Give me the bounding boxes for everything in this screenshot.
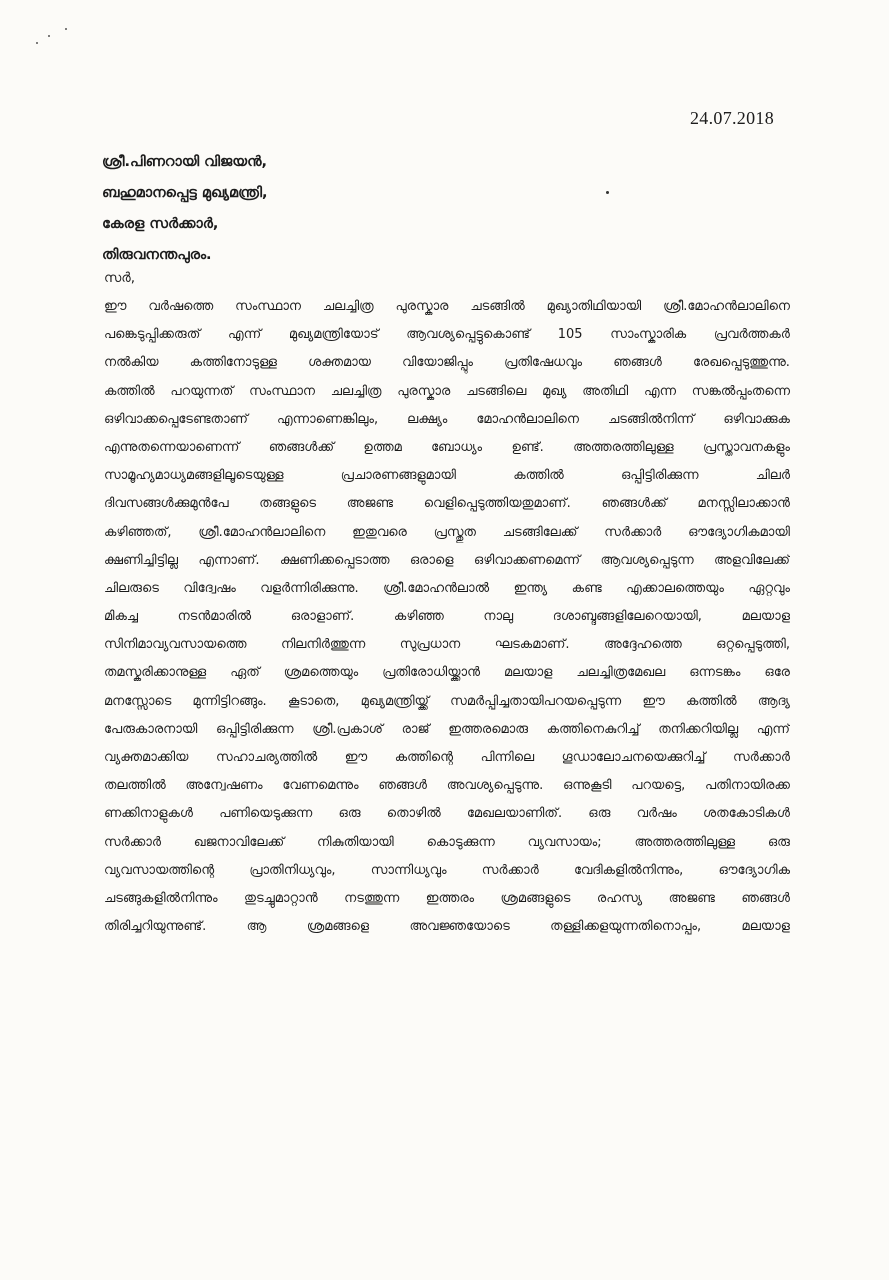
body-line [104, 349, 790, 377]
body-word: എന്നുതന്നെയാണെന്ന് [104, 439, 240, 455]
body-word: ആദ്യ [757, 693, 790, 709]
body-word: സുപ്രധാന [399, 637, 461, 653]
body-word: മലയാള [741, 609, 790, 625]
body-word: കത്തിനോടുള്ള [189, 355, 277, 371]
body-word: രഹസ്യ [596, 890, 643, 906]
body-line [104, 321, 790, 349]
body-word: പുരസ്കാര [395, 299, 449, 314]
body-word: ണക്കിനാളുകൾ [104, 806, 193, 822]
body-word: ക്ഷണിച്ചിട്ടില്ല [104, 552, 179, 568]
body-word: ശതകോടികൾ [703, 806, 790, 822]
body-word: ബോധ്യം [431, 439, 483, 455]
recipient-address [102, 147, 268, 271]
body-line [104, 800, 790, 828]
body-word: മുഖ്യ [542, 383, 567, 399]
body-word: കണ്ട [571, 580, 602, 596]
body-word: എന്നാണെങ്കിലും, [277, 411, 379, 427]
body-word: കത്തിൽ [513, 468, 564, 484]
body-word: 105 [557, 327, 583, 343]
body-word: ഇന്ത്യ [513, 580, 548, 596]
body-word: പ്രസ്തുത [433, 524, 476, 540]
body-line [104, 716, 790, 744]
body-word: മലയാള [741, 919, 790, 935]
body-word: തമസ്കരിക്കാനുള്ള [104, 665, 207, 681]
body-word: ഗൂഡാലോചനയെക്കുറിച്ച് [561, 750, 706, 765]
body-line [104, 857, 790, 885]
body-word: പ്രാതിനിധ്യവും, [249, 862, 336, 878]
speck [65, 28, 67, 30]
body-word: സർക്കാർ [104, 834, 161, 850]
body-word: രാജ് [401, 721, 430, 737]
body-line [104, 406, 790, 434]
body-word: അത്തരത്തിലുള്ള [573, 439, 674, 455]
body-line [104, 547, 790, 575]
body-word: മുന്നിട്ടിറങ്ങും. [192, 693, 267, 709]
body-word: പിന്നിലെ [480, 750, 535, 765]
body-word: ഒപ്പിട്ടിരിക്കുന്ന [621, 468, 699, 484]
body-word: ശ്രീ.മോഹൻലാൽ [383, 580, 490, 596]
body-word: ചലച്ചിത്ര [322, 299, 374, 314]
body-word: കത്തിനെകുറിച്ച് [546, 721, 640, 737]
body-word: ഇത്തരം [425, 890, 475, 906]
body-word: അളവിലേക്ക് [713, 552, 790, 568]
body-word: പങ്കെടുപ്പിക്കരുത് [104, 327, 201, 343]
body-line [104, 631, 790, 659]
body-word: ഒരു [767, 834, 790, 850]
body-word: കത്തിന്റെ [394, 750, 454, 765]
body-line [104, 829, 790, 857]
salutation: സർ, [104, 270, 136, 286]
body-word: ചടങ്ങിൽനിന്ന് [607, 411, 695, 427]
body-word: ഈ [344, 750, 368, 765]
address-line: തിരുവനന്തപുരം. [102, 247, 212, 263]
body-word: ഏറ്റവും [748, 580, 790, 596]
letter-date: 24.07.2018 [690, 108, 774, 128]
body-word: വെളിപ്പെടുത്തിയതുമാണ്. [423, 496, 571, 512]
address-line: കേരള സർക്കാർ, [102, 216, 219, 232]
body-word: വേദികളിൽനിന്നും, [573, 862, 684, 878]
body-word: സംസ്ഥാന [249, 383, 315, 399]
speck [36, 42, 38, 44]
body-word: അജണ്ട [668, 890, 715, 906]
body-word: ചിലരുടെ [104, 580, 159, 596]
body-word: വ്യവസായത്തിന്റെ [104, 862, 215, 878]
body-word: തൊഴിൽ [386, 806, 441, 822]
body-word: ശ്രമത്തെയും [283, 665, 359, 681]
body-word: അന്വേഷണം [185, 778, 263, 794]
body-word: അതിഥി [582, 383, 629, 399]
body-word: മികച്ച [104, 609, 138, 625]
body-word: ശ്രീ.മോഹൻലാലിനെ [198, 524, 326, 540]
body-word: മുഖ്യമന്ത്രിയ്ക്ക് [360, 693, 429, 709]
body-word: തലത്തിൽ [104, 778, 166, 794]
body-word: സങ്കൽപ്പംതന്നെ [691, 383, 790, 399]
body-word: ക്ഷണിക്കപ്പെടാത്ത [279, 552, 390, 568]
body-word: ആ [246, 919, 267, 935]
body-line [104, 490, 790, 518]
body-word: ശ്രമങ്ങളെ [306, 919, 370, 935]
body-word: ചടങ്ങിലെ [466, 383, 527, 399]
body-word: കൂടാതെ, [287, 693, 340, 709]
body-line [104, 462, 790, 490]
body-word: ഘടകമാണ്. [494, 637, 570, 653]
body-word: സംസ്ഥാന [235, 299, 302, 314]
body-word: മുഖ്യമന്ത്രിയോട് [288, 327, 379, 343]
body-word: ഉത്തമ [363, 439, 402, 455]
body-word: നടത്തുന്ന [344, 890, 400, 906]
body-line [104, 913, 790, 941]
body-word: പ്രതിരോധിയ്ക്കാൻ [382, 665, 481, 681]
body-word: അദ്ദേഹത്തെ [603, 637, 682, 653]
body-word: നിലനിർത്തുന്ന [280, 637, 366, 653]
body-word: പ്രവർത്തകർ [713, 327, 790, 343]
body-word: വ്യക്തമാക്കിയ [104, 750, 189, 765]
body-word: മേഖലയാണിത്. [466, 806, 563, 822]
body-word: സാംസ്കാരിക [610, 327, 687, 343]
body-word: ഒറ്റപ്പെടുത്തി, [716, 637, 790, 653]
body-word: മോഹൻലാലിനെ [476, 411, 579, 427]
body-word: തുടച്ചുമാറ്റാൻ [244, 890, 318, 906]
body-word: നൽകിയ [104, 355, 159, 371]
body-word: ഞങ്ങൾക്ക് [601, 496, 667, 512]
body-word: മലയാള [504, 665, 553, 681]
body-word: വ്യവസായം; [527, 834, 602, 850]
body-word: ഇതുവരെ [352, 524, 407, 540]
body-word: എന്ന് [756, 721, 790, 737]
body-word: ഉണ്ട്. [511, 439, 544, 455]
body-word: ഒരാളെ [409, 552, 454, 568]
body-word: എക്കാലത്തെയും [626, 580, 724, 596]
body-line [104, 885, 790, 913]
body-word: ചടങ്ങുകളിൽനിന്നും [104, 890, 218, 906]
body-word: കൊടുക്കുന്ന [426, 834, 495, 850]
body-line [104, 603, 790, 631]
letter-body [104, 293, 790, 941]
body-word: പ്രതിഷേധവും [504, 355, 583, 371]
body-word: എന്ന് [228, 327, 262, 343]
body-word: തള്ളിക്കളയുന്നതിനൊപ്പം, [550, 919, 702, 935]
body-word: ഈ [104, 299, 127, 314]
body-word: എന്ന [643, 383, 676, 399]
body-word: ഒപ്പിട്ടിരിക്കുന്ന [216, 721, 294, 737]
body-word: കഴിഞ്ഞത്, [104, 524, 172, 540]
body-line [104, 519, 790, 547]
body-word: പേരുകാരനായി [104, 721, 198, 737]
body-line [104, 772, 790, 800]
address-line: ബഹുമാനപ്പെട്ട മുഖ്യമന്ത്രി, [102, 185, 268, 201]
body-word: തനിക്കറിയില്ല [658, 721, 739, 737]
body-word: തങ്ങളുടെ [259, 496, 317, 512]
body-line [104, 293, 790, 321]
body-word: അവശ്യപ്പെടുന്നു. [446, 778, 544, 794]
body-word: സഹാചര്യത്തിൽ [215, 750, 318, 765]
body-word: സമർപ്പിച്ചതായിപറയപ്പെടുന്ന [450, 693, 622, 709]
body-word: അത്തരത്തിലുള്ള [634, 834, 736, 850]
address-line: ശ്രീ.പിണറായി വിജയൻ, [102, 154, 267, 170]
body-word: നാലു [483, 609, 514, 625]
body-word: സാന്നിധ്യവും [370, 862, 447, 878]
body-word: ഒന്നുകൂടി [563, 778, 612, 794]
body-word: ശക്തമായ [308, 355, 371, 371]
body-word: കത്തിൽ [685, 693, 737, 709]
body-word: സർക്കാർ [733, 750, 790, 765]
body-word: നടൻമാരിൽ [177, 609, 252, 625]
body-word: വർഷത്തെ [148, 299, 214, 314]
body-word: ഞങ്ങൾക്ക് [268, 439, 335, 455]
body-line [104, 575, 790, 603]
body-word: വളർന്നിരിക്കുന്നു. [260, 580, 359, 596]
body-word: ലക്ഷ്യം [407, 411, 448, 427]
body-word: ഔദ്യോഗികമായി [688, 524, 790, 540]
body-word: ശ്രീ.പ്രകാശ് [312, 721, 383, 737]
body-word: ഒരു [338, 806, 361, 822]
body-word: ചടങ്ങിലേക്ക് [502, 524, 578, 540]
body-word: ഒഴിവാക്കണമെന്ന് [473, 552, 581, 568]
body-line [104, 378, 790, 406]
body-word: ശ്രീ.മോഹൻലാലിനെ [663, 299, 790, 314]
body-word: ആവശ്യപ്പെട്ടുകൊണ്ട് [406, 327, 530, 343]
body-word: ആവശ്യപ്പെടുന്ന [600, 552, 694, 568]
body-word: അവജ്ഞയോടെ [409, 919, 510, 935]
body-word: വേണമെന്നും [282, 778, 359, 794]
body-word: ഒന്നടങ്കം [689, 665, 741, 681]
body-word: പ്രചാരണങ്ങളുമായി [340, 468, 456, 484]
body-word: ഈ [642, 693, 665, 709]
body-line [104, 744, 790, 772]
scan-specks [30, 25, 80, 55]
body-word: സാമൂഹ്യമാധ്യമങ്ങളിലൂടെയുള്ള [104, 468, 284, 484]
body-word: ഒരു [588, 806, 611, 822]
body-word: ഏത് [230, 665, 260, 681]
body-word: തിരിച്ചറിയുന്നുണ്ട്. [104, 919, 207, 935]
body-word: ഞങ്ങൾ [741, 890, 790, 906]
body-word: പറയട്ടെ, [631, 778, 686, 794]
body-word: സർക്കാർ [604, 524, 662, 540]
body-word: മനസ്സിലാക്കാൻ [697, 496, 790, 512]
body-word: നികുതിയായി [317, 834, 394, 850]
body-word: ഒരേ [764, 665, 790, 681]
body-word: ചിലർ [755, 468, 790, 484]
body-word: വിയോജിപ്പും [402, 355, 473, 371]
body-word: ചടങ്ങിൽ [470, 299, 525, 314]
body-word: ഖജനാവിലേക്ക് [193, 834, 285, 850]
body-word: ഒഴിവാക്കുക [723, 411, 790, 427]
body-word: അജണ്ട [346, 496, 393, 512]
body-word: പുരസ്കാര [397, 383, 451, 399]
body-word: ഇത്തരമൊരു [448, 721, 528, 737]
body-word: ഒഴിവാക്കപ്പെടേണ്ടതാണ് [104, 411, 248, 427]
body-word: ശ്രമങ്ങളുടെ [500, 890, 571, 906]
body-word: പണിയെടുക്കുന്ന [219, 806, 313, 822]
scan-dot [606, 191, 609, 194]
body-word: ഔദ്യോഗിക [718, 862, 790, 878]
body-word: ദിവസങ്ങൾക്കുമുൻപേ [104, 496, 229, 512]
body-word: വർഷം [636, 806, 677, 822]
body-word: പതിനായിരക്ക [705, 778, 790, 794]
body-word: ഒരാളാണ്. [290, 609, 355, 625]
body-word: ചലച്ചിത്രമേഖല [576, 665, 666, 681]
body-line [104, 434, 790, 462]
body-word: ഞങ്ങൾ [613, 355, 662, 371]
speck [48, 35, 50, 37]
body-word: വിദ്വേഷം [183, 580, 236, 596]
body-word: മുഖ്യാതിഥിയായി [546, 299, 642, 314]
body-word: ഞങ്ങൾ [378, 778, 427, 794]
body-word: എന്നാണ്. [198, 552, 260, 568]
body-word: പ്രസ്താവനകളും [702, 439, 790, 455]
body-word: പറയുന്നത് [170, 383, 234, 399]
body-word: രേഖപ്പെടുത്തുന്നു. [692, 355, 790, 371]
body-line [104, 659, 790, 687]
body-word: മനസ്സോടെ [104, 693, 172, 709]
body-word: ചലച്ചിത്ര [330, 383, 382, 399]
body-word: കഴിഞ്ഞ [393, 609, 444, 625]
body-word: കത്തിൽ [104, 383, 155, 399]
body-word: സിനിമാവ്യവസായത്തെ [104, 637, 247, 653]
body-line [104, 688, 790, 716]
body-word: സർക്കാർ [481, 862, 539, 878]
body-word: ദശാബ്ദങ്ങളിലേറെയായി, [552, 609, 702, 625]
